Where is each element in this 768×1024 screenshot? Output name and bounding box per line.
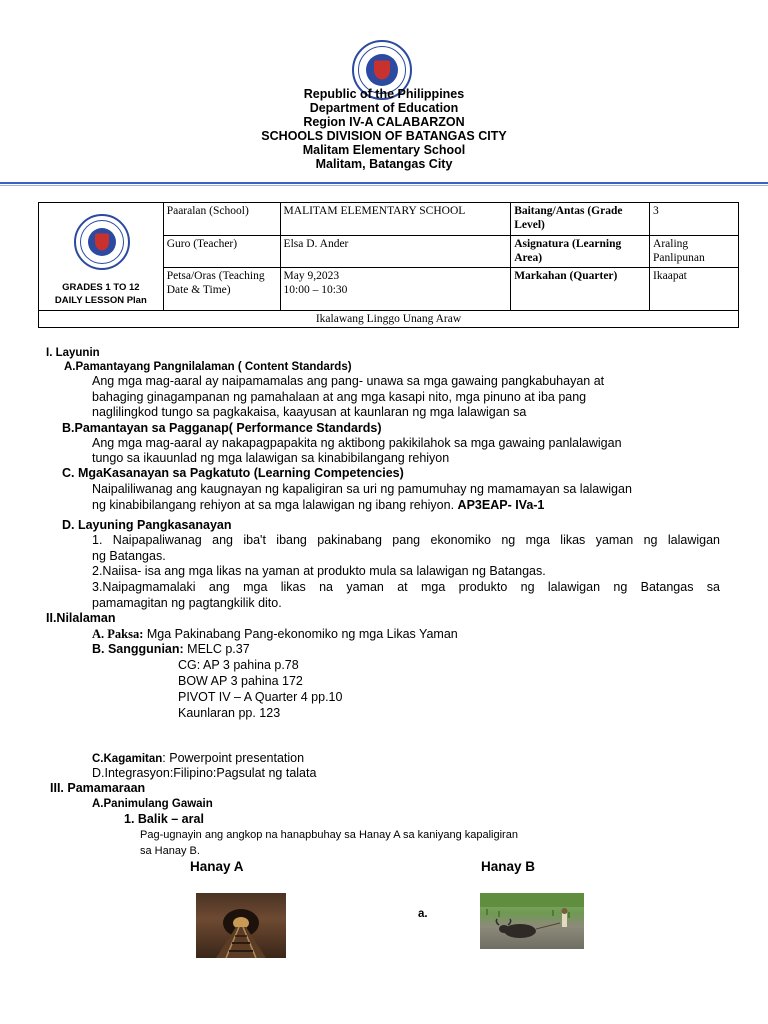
lesson-info-table xyxy=(38,202,739,328)
introductory-activity-heading: A.Panimulang Gawain xyxy=(92,798,213,810)
match-letter-a: a. xyxy=(418,908,428,920)
instruction-line1: Pag-ugnayin ang angkop na hanapbuhay sa Hanay A sa kaniyang kapaligiran xyxy=(140,829,518,841)
competency-code: AP3EAP- IVa-1 xyxy=(457,498,545,512)
references-line xyxy=(92,642,250,657)
grade-label: Baitang/Antas (Grade Level) xyxy=(511,203,650,236)
materials-line xyxy=(92,751,304,767)
materials-value: : Powerpoint presentation xyxy=(162,751,305,765)
dlp-label: DAILY LESSON Plan xyxy=(54,295,147,306)
mine-tunnel-image xyxy=(196,893,286,958)
objectives-heading: D. Layuning Pangkasanayan xyxy=(62,518,232,532)
column-a-title: Hanay A xyxy=(190,859,244,874)
reference-kaunlaran: Kaunlaran pp. 123 xyxy=(178,706,281,720)
objective-1-line1: 1. Naipapaliwanag ang iba't ibang pakinabang pang ekonomiko ng mga likas yaman ng lalawigan xyxy=(92,533,720,547)
competencies-line2 xyxy=(92,498,544,513)
area-value: Araling Panlipunan xyxy=(650,235,739,268)
deped-seal-small-logo xyxy=(74,214,130,270)
teacher-label: Guro (Teacher) xyxy=(163,235,280,268)
competencies-line2-text: ng kinabibilangang rehiyon at sa mga lalawigan ng ibang rehiyon. xyxy=(92,498,455,512)
reference-pivot: PIVOT IV – A Quarter 4 pp.10 xyxy=(178,690,343,704)
header-region: Region IV-A CALABARZON xyxy=(303,115,465,129)
rice-field-carabao-image xyxy=(480,893,584,949)
column-b-title: Hanay B xyxy=(481,859,536,874)
teacher-value: Elsa D. Ander xyxy=(280,235,511,268)
date-value: May 9,2023 xyxy=(283,270,340,282)
competencies-line1: Naipaliliwanag ang kaugnayan ng kapaligiran sa uri ng pamumuhay ng mamamayan sa lalawigan xyxy=(92,482,632,496)
objective-1-line2: ng Batangas. xyxy=(92,549,166,563)
topic-label: A. Paksa: xyxy=(92,627,144,641)
quarter-label: Markahan (Quarter) xyxy=(511,268,650,311)
integration-line: D.Integrasyon:Filipino:Pagsulat ng talata xyxy=(92,766,317,780)
school-label: Paaralan (School) xyxy=(163,203,280,236)
topic-value: Mga Pakinabang Pang-ekonomiko ng mga Likas Yaman xyxy=(146,627,458,641)
header-school: Malitam Elementary School xyxy=(302,143,466,157)
grades-label: GRADES 1 TO 12 xyxy=(62,282,140,293)
instruction-line2: sa Hanay B. xyxy=(140,845,200,857)
section2-heading: II.Nilalaman xyxy=(46,611,116,625)
date-label: Petsa/Oras (Teaching Date & Time) xyxy=(163,268,280,311)
school-value: MALITAM ELEMENTARY SCHOOL xyxy=(280,203,511,236)
performance-standards-heading: B.Pamantayan sa Pagganap( Performance Standards) xyxy=(62,421,382,435)
header-department: Department of Education xyxy=(309,101,459,115)
objective-3-line1: 3.Naipagmamalaki ang mga likas na yaman at mga produkto ng lalawigan ng Batangas sa xyxy=(92,580,720,594)
header-division: SCHOOLS DIVISION OF BATANGAS CITY xyxy=(261,129,507,143)
performance-standards-line1: Ang mga mag-aaral ay nakapagpapakita ng aktibong pakikilahok sa mga gawaing panlalawigan xyxy=(92,436,622,450)
area-label: Asignatura (Learning Area) xyxy=(511,235,650,268)
performance-standards-line2: tungo sa ikauunlad ng mga lalawigan sa kinabibilangang rehiyon xyxy=(92,451,450,465)
header-divider-shadow xyxy=(0,185,768,186)
section3-heading: III. Pamamaraan xyxy=(50,781,146,795)
references-value: MELC p.37 xyxy=(187,642,250,656)
objective-2: 2.Naiisa- isa ang mga likas na yaman at produkto mula sa lalawigan ng Batangas. xyxy=(92,564,546,578)
section1-heading: I. Layunin xyxy=(46,347,100,359)
content-standards-line3: naglilingkod tungo sa pagkakaisa, kaayusan at kaunlaran ng mga lalawigan sa xyxy=(92,405,527,419)
week-day-row: Ikalawang Linggo Unang Araw xyxy=(39,311,739,328)
quarter-value: Ikaapat xyxy=(650,268,739,311)
objective-3-line2: pamamagitan ng pagtangkilik dito. xyxy=(92,596,282,610)
logo-cell xyxy=(39,203,164,311)
materials-label: C.Kagamitan xyxy=(92,753,163,765)
reference-bow: BOW AP 3 pahina 172 xyxy=(178,674,303,688)
content-standards-line1: Ang mga mag-aaral ay naipamamalas ang pang- unawa sa mga gawaing pangkabuhayan at xyxy=(92,374,605,388)
header-divider xyxy=(0,182,768,184)
review-item: 1. Balik – aral xyxy=(124,812,204,826)
competencies-heading: C. MgaKasanayan sa Pagkatuto (Learning Competencies) xyxy=(62,466,404,480)
content-standards-heading: A.Pamantayang Pangnilalaman ( Content Standards) xyxy=(64,361,352,373)
topic-line xyxy=(92,627,458,642)
time-value: 10:00 – 10:30 xyxy=(283,284,348,296)
date-cell xyxy=(280,268,511,311)
header-address: Malitam, Batangas City xyxy=(315,157,453,171)
grade-value: 3 xyxy=(650,203,739,236)
reference-cg: CG: AP 3 pahina p.78 xyxy=(178,658,299,672)
content-standards-line2: bahaging ginagampanan ng pamahalaan at ang mga kasapi nito, mga pinuno at iba pang xyxy=(92,390,587,404)
references-label: B. Sanggunian: xyxy=(92,642,184,656)
header-republic: Republic of the Philippines xyxy=(303,87,465,101)
